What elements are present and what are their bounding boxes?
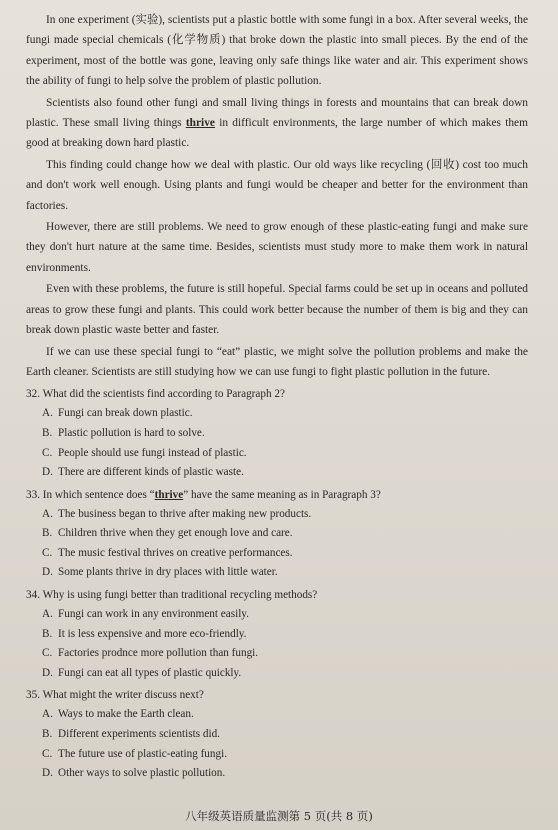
passage-paragraph-4: However, there are still problems. We need to grow enough of these plastic-eating fungi and make sure they don't hurt nature at the same time. Besides, scientists must study more to make them work in natural environments. (26, 221, 528, 274)
option-text: Some plants thrive in dry places with little water. (58, 566, 278, 579)
question-text: What did the scientists find according to Paragraph 2? (42, 388, 285, 401)
option-c[interactable] (42, 745, 528, 765)
option-b[interactable] (42, 725, 528, 745)
option-text: The music festival thrives on creative performances. (58, 546, 293, 559)
option-letter: C. (42, 647, 53, 660)
question-34 (26, 585, 528, 683)
question-35 (26, 685, 528, 783)
option-d[interactable] (42, 664, 528, 684)
question-text: What might the writer discuss next? (42, 689, 204, 702)
option-a[interactable] (42, 705, 528, 725)
option-text: Fungi can eat all types of plastic quickly. (58, 666, 242, 679)
option-a[interactable] (42, 605, 528, 625)
passage-paragraph-3: This finding could change how we deal with plastic. Our old ways like recycling (回收) cost too much and don't work well enough. Using plants and fungi would be cheaper and better for the environment than factories. (26, 158, 528, 212)
passage-paragraph-2 (26, 93, 528, 154)
question-text-after: ” have the same meaning as in Paragraph 3? (183, 488, 381, 501)
option-c[interactable] (42, 544, 528, 564)
option-letter: D. (42, 566, 53, 579)
page-footer: 八年级英语质量监测第 5 页(共 8 页) (185, 809, 373, 823)
paragraph-2-start: Scientists also found other fungi and small living things in forests and mountains that can break down plastic. These small living things (26, 96, 528, 130)
option-d[interactable] (42, 463, 528, 483)
question-stem (26, 485, 528, 505)
option-text: Factories prodnce more pollution than fungi. (58, 647, 259, 660)
option-text: Fungi can work in any environment easily. (58, 608, 249, 621)
option-letter: B. (42, 527, 53, 540)
option-text: The business began to thrive after making new products. (58, 507, 312, 520)
option-b[interactable] (42, 524, 528, 544)
option-text: There are different kinds of plastic waste. (58, 466, 244, 479)
option-text: It is less expensive and more eco-friendly. (58, 627, 247, 640)
question-33 (26, 485, 528, 583)
option-text: Ways to make the Earth clean. (58, 708, 194, 721)
option-letter: D. (42, 466, 53, 479)
question-stem (26, 585, 528, 605)
option-letter: A. (42, 708, 53, 721)
option-letter: A. (42, 608, 53, 621)
question-stem (26, 685, 528, 705)
option-letter: C. (42, 546, 53, 559)
question-number: 34. (26, 589, 40, 602)
option-letter: B. (42, 627, 53, 640)
question-number: 35. (26, 689, 40, 702)
option-text: Plastic pollution is hard to solve. (58, 426, 205, 439)
question-number: 32. (26, 388, 40, 401)
option-letter: B. (42, 728, 53, 741)
option-text: People should use fungi instead of plastic. (58, 446, 247, 459)
option-letter: C. (42, 747, 53, 760)
option-text: Other ways to solve plastic pollution. (58, 767, 226, 780)
question-stem (26, 384, 528, 404)
question-number: 33. (26, 488, 40, 501)
option-d[interactable] (42, 563, 528, 583)
option-letter: A. (42, 507, 53, 520)
option-d[interactable] (42, 764, 528, 784)
passage-paragraph-5: Even with these problems, the future is still hopeful. Special farms could be set up in oceans and polluted areas to grow these fungi and plants. This could work better because the number of them is big and they can break down plastic waste better and faster. (26, 283, 528, 337)
option-text: The future use of plastic-eating fungi. (58, 747, 227, 760)
paragraph-2-end: in difficult environments, the large number of which makes them good at breaking down hard plastic. (26, 117, 528, 150)
option-letter: D. (42, 666, 53, 679)
option-letter: C. (42, 446, 53, 459)
option-letter: D. (42, 767, 53, 780)
option-text: Fungi can break down plastic. (58, 407, 193, 420)
option-a[interactable] (42, 404, 528, 424)
keyword-thrive: thrive (185, 117, 215, 130)
question-32 (26, 384, 528, 482)
option-c[interactable] (42, 444, 528, 464)
question-keyword-thrive: thrive (154, 488, 184, 501)
question-list (26, 384, 528, 784)
option-b[interactable] (42, 625, 528, 645)
option-c[interactable] (42, 644, 528, 664)
option-b[interactable] (42, 424, 528, 444)
option-a[interactable] (42, 505, 528, 525)
passage-paragraph-6: If we can use these special fungi to “eat” plastic, we might solve the pollution problems and make the Earth cleaner. Scientists are still studying how we can use fungi to fight plastic pollution in the future. (26, 345, 528, 378)
question-text: Why is using fungi better than traditional recycling methods? (42, 589, 318, 602)
option-text: Different experiments scientists did. (58, 728, 220, 741)
option-letter: A. (42, 407, 53, 420)
option-text: Children thrive when they get enough love and care. (58, 527, 293, 540)
option-letter: B. (42, 426, 53, 439)
passage-paragraph-1: In one experiment (实验), scientists put a plastic bottle with some fungi in a box. After several weeks, the fungi made special chemicals (化学物质) that broke down the plastic into small pieces. By the end of the experiment, most of the bottle was gone, leaving only safe things like water and air. This experiment shows the ability of fungi to help solve the problem of plastic pollution. (26, 14, 528, 88)
question-text-before: In which sentence does “ (42, 488, 155, 501)
